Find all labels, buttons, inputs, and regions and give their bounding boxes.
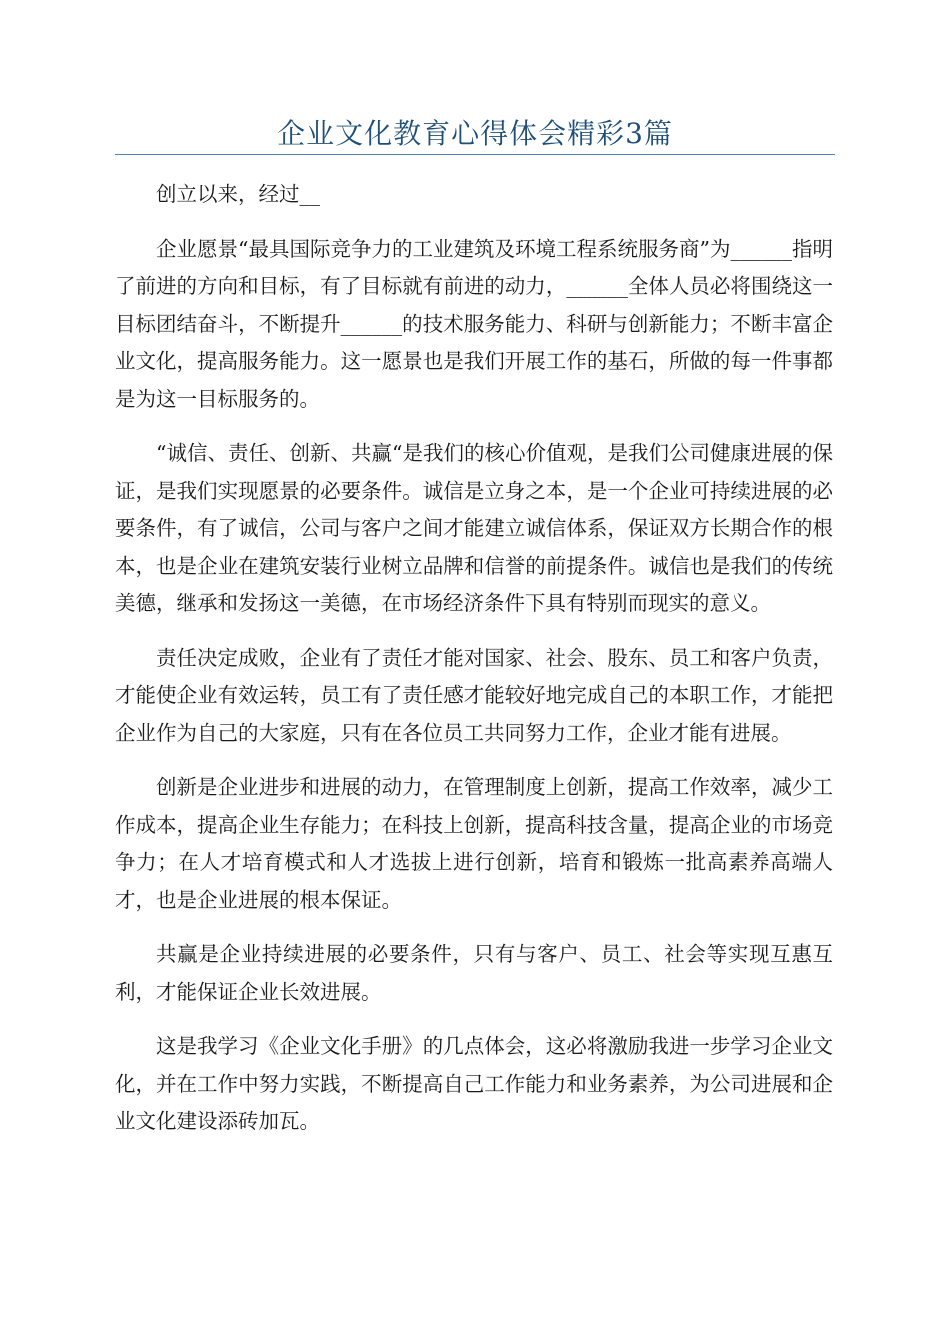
paragraph-innovation: 创新是企业进步和进展的动力，在管理制度上创新，提高工作效率，减少工作成本，提高企业生存能力；在科技上创新，提高科技含量，提高企业的市场竞争力；在人才培育模式和人才选拔上进行创新，培育和锻炼一批高素养高端人才，也是企业进展的根本保证。 (115, 775, 833, 912)
paragraph-core-values: “诚信、责任、创新、共赢“是我们的核心价值观，是我们公司健康进展的保证，是我们实现愿景的必要条件。诚信是立身之本，是一个企业可持续进展的必要条件，有了诚信，公司与客户之间才能建立诚信体系，保证双方长期合作的根本，也是企业在建筑安装行业树立品牌和信誉的前提条件。诚信也是我们的传统美德，继承和发扬这一美德，在市场经济条件下具有特别而现实的意义。 (115, 441, 833, 615)
paragraph-responsibility: 责任决定成败，企业有了责任才能对国家、社会、股东、员工和客户负责，才能使企业有效运转，员工有了责任感才能较好地完成自己的本职工作，才能把企业作为自己的大家庭，只有在各位员工共同努力工作，企业才能有进展。 (115, 645, 833, 745)
title-underline (115, 154, 835, 155)
document-title: 企业文化教育心得体会精彩3篇 (277, 117, 673, 150)
paragraph-vision: 企业愿景“最具国际竞争力的工业建筑及环境工程系统服务商”为______指明了前进的方向和目标，有了目标就有前进的动力，______全体人员必将围绕这一目标团结奋斗，不断提升______的技术服务能力、科研与创新能力；不断丰富企业文化，提高服务能力。这一愿景也是我们开展工作的基石，所做的每一件事都是为这一目标服务的。 (115, 236, 833, 411)
paragraph-intro: 创立以来，经过__ (156, 182, 320, 206)
paragraph-win-win: 共赢是企业持续进展的必要条件，只有与客户、员工、社会等实现互惠互利，才能保证企业长效进展。 (115, 942, 833, 1004)
document-body (115, 176, 833, 1158)
paragraph-conclusion: 这是我学习《企业文化手册》的几点体会，这必将激励我进一步学习企业文化，并在工作中努力实践，不断提高自己工作能力和业务素养，为公司进展和企业文化建设添砖加瓦。 (115, 1034, 833, 1133)
